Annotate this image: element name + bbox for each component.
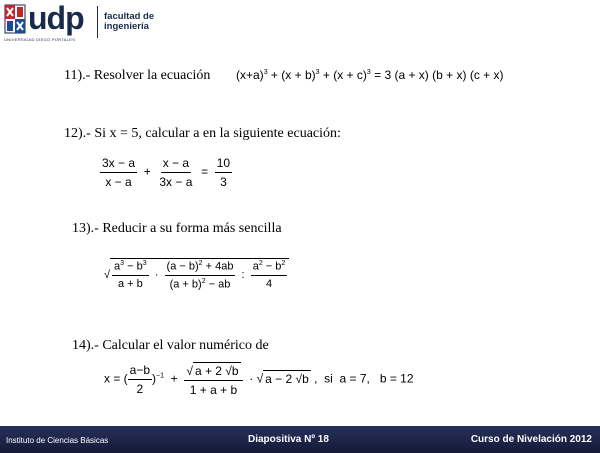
problem-11-label: 11).- Resolver la ecuación [64, 68, 211, 83]
logo-subtitle: UNIVERSIDAD DIEGO PORTALES [4, 37, 76, 42]
footer-bar [0, 426, 600, 453]
problem-13-label: 13).- Reducir a su forma más sencilla [72, 221, 282, 236]
faculty-line1: facultad de [104, 11, 155, 22]
shield-icon [4, 4, 26, 34]
faculty-line2: ingeniería [104, 21, 149, 32]
faculty-name [104, 12, 154, 32]
footer-slide-number: Diapositiva Nº 18 [248, 434, 329, 445]
footer-institute: Instituto de Ciencias Básicas [6, 436, 109, 445]
problem-13-expression: √ $\frac{a^3 - b^3}{a + b}$ · $\frac{(a - b)^2 + 4ab}{(a + b)^2 - ab}$ : $\frac{a^2 - b^2}{4}$ [104, 258, 289, 290]
problem-14-label: 14).- Calcular el valor numérico de [72, 338, 269, 353]
problem-12-label: 12).- Si x = 5, calcular a en la siguiente ecuación: [64, 126, 341, 141]
logo-wordmark: udp [28, 0, 84, 36]
logo-divider [97, 6, 98, 38]
problem-12-equation: $\frac{3x - a}{x - a}$ + $\frac{x - a}{3x - a}$ = $\frac{10}{3}$ [102, 156, 231, 189]
udp-logo [4, 0, 194, 46]
problem-11-equation: $(x+a)^3 + (x + b)^3 + (x + c)^3 = 3$ (a + x) (b + x) (c + x) [236, 68, 504, 82]
problem-14-expression: x = ( $\frac{a-b}{2}$ )$^{-1}$ + $\frac{√ a + 2 √b}{1 + a + b}$ · √ a − 2 √b , si a = 7, b = 12 [104, 363, 414, 397]
footer-course: Curso de Nivelación 2012 [470, 434, 592, 445]
